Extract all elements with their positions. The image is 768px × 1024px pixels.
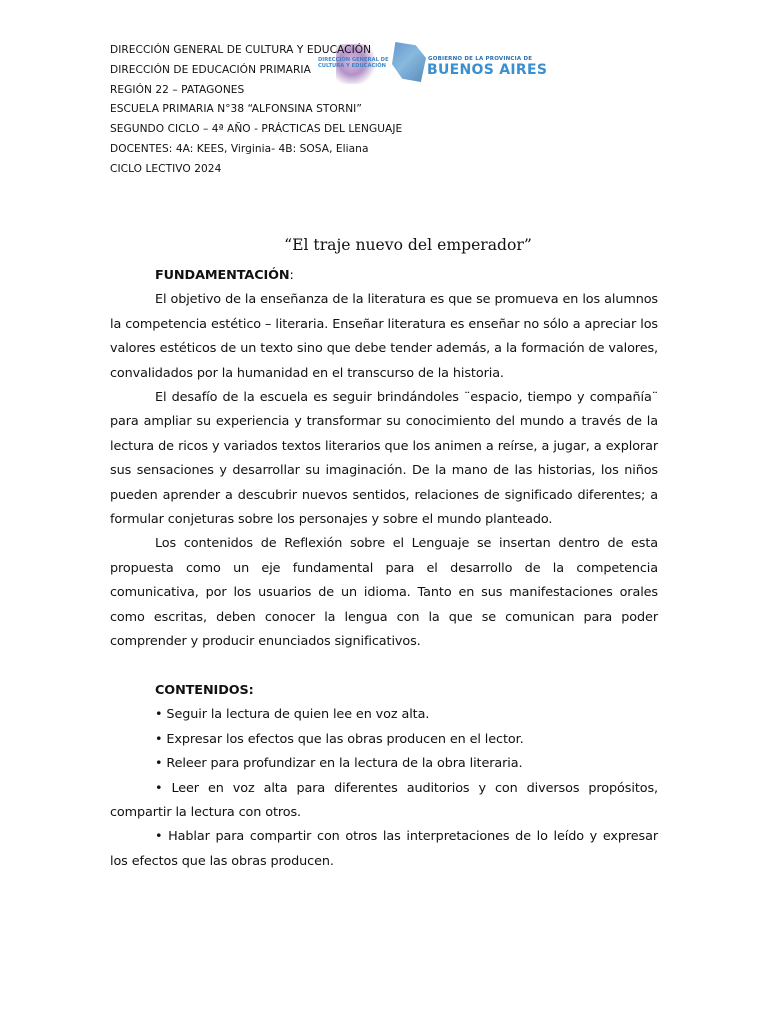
fundamentacion-heading-colon: :	[289, 268, 294, 283]
document-body	[110, 264, 658, 874]
contenidos-heading: CONTENIDOS:	[155, 682, 254, 698]
buenos-aires-label: BUENOS AIRES	[427, 62, 548, 78]
document-header	[110, 41, 430, 180]
header-line-region: REGIÓN 22 – PATAGONES	[110, 83, 245, 96]
dgcye-logo-line1: DIRECCIÓN GENERAL DE	[318, 57, 389, 63]
dgcye-logo-line2: CULTURA Y EDUCACIÓN	[318, 63, 386, 70]
header-line-ciclo-area: SEGUNDO CICLO – 4ª AÑO - PRÁCTICAS DEL LENGUAJE	[110, 123, 403, 136]
header-line-ciclo-lectivo: CICLO LECTIVO 2024	[110, 162, 222, 175]
document-title: “El traje nuevo del emperador”	[284, 236, 532, 254]
fundamentacion-heading-text: FUNDAMENTACIÓN	[155, 268, 290, 283]
fundamentacion-paragraph-3: Los contenidos de Reflexión sobre el Lenguaje se insertan dentro de esta propuesta como un eje fundamental para el desarrollo de la competencia comunicativa, por los usuarios de un idioma. Tanto en sus manifestaciones orales como escritas, deben conocer la lengua con la que se comunican para poder comprender y producir enunciados significativos.	[110, 536, 658, 650]
contenido-item-5: • Hablar para compartir con otros las interpretaciones de lo leído y expresar los efectos que las obras producen.	[110, 829, 658, 869]
contenido-item-1: • Seguir la lectura de quien lee en voz alta.	[155, 707, 430, 723]
fundamentacion-heading	[110, 264, 658, 288]
fundamentacion-paragraph-2: El desafío de la escuela es seguir brindándoles ¨espacio, tiempo y compañía¨ para ampliar su experiencia y transformar su conocimiento del mundo a través de la lectura de ricos y variados textos literarios que los animen a reírse, a jugar, a explorar sus sensaciones y desarrollar su imaginación. De la mano de las historias, los niños pueden aprender a descubrir nuevos sentidos, relaciones de significado diferentes; a formular conjeturas sobre los personajes y sobre el mundo planteado.	[110, 390, 658, 528]
contenido-item-2: • Expresar los efectos que las obras producen en el lector.	[155, 731, 524, 747]
section-spacer	[110, 655, 658, 679]
fundamentacion-paragraph-1: El objetivo de la enseñanza de la literatura es que se promueva en los alumnos la competencia estético – literaria. Enseñar literatura es enseñar no sólo a apreciar los valores estéticos de un texto sino que debe tender además, a la formación de valores, convalidados por la humanidad en el transcurso de la historia.	[110, 292, 658, 381]
header-line-direccion-general: DIRECCIÓN GENERAL DE CULTURA Y EDUCACIÓN	[110, 44, 372, 56]
contenido-item-4: • Leer en voz alta para diferentes auditorios y con diversos propósitos, compartir la lectura con otros.	[110, 780, 658, 820]
header-line-docentes: DOCENTES: 4A: KEES, Virginia- 4B: SOSA, Eliana	[110, 142, 369, 155]
contenido-item-3: • Releer para profundizar en la lectura de la obra literaria.	[155, 756, 523, 772]
gobierno-label: GOBIERNO DE LA PROVINCIA DE	[428, 56, 533, 62]
header-line-escuela: ESCUELA PRIMARIA N°38 “ALFONSINA STORNI”	[110, 103, 362, 116]
header-line-direccion-primaria: DIRECCIÓN DE EDUCACIÓN PRIMARIA	[110, 63, 311, 76]
